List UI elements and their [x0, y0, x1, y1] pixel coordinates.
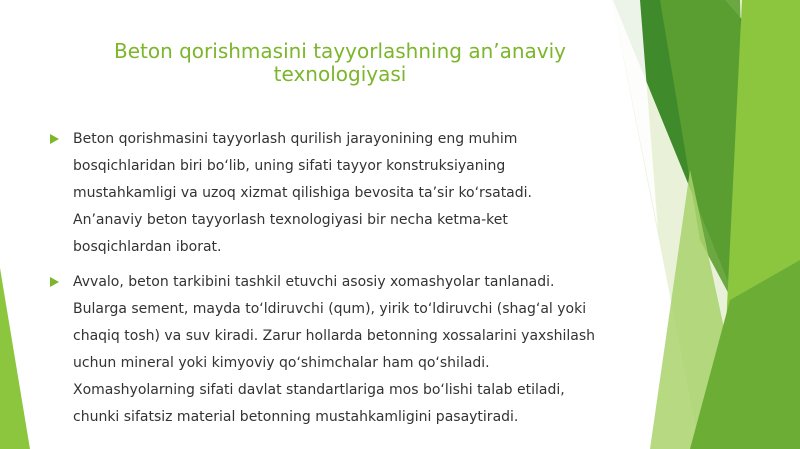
- left-edge-shape: [0, 268, 30, 449]
- title-line-2: texnologiyasi: [273, 62, 407, 86]
- list-item: [50, 126, 595, 261]
- bullet-list: [50, 126, 595, 439]
- list-item: [50, 269, 595, 431]
- triangle-bullet-icon: [50, 134, 59, 144]
- slide-title: [40, 40, 640, 86]
- triangle-bullet-icon: [50, 277, 59, 287]
- bullet-text: Avvalo, beton tarkibini tashkil etuvchi asosiy xomashyolar tanlanadi. Bularga sement, mayda to‘ldiruvchi (qum), yirik to‘ldiruvchi (shag‘al yoki chaqiq tosh) va suv kiradi. Zarur hollarda betonning xossalarini yaxshilash uchun mineral yoki kimyoviy qo‘shimchalar ham qo‘shiladi. Xomashyolarning sifati davlat standartlariga mos bo‘lishi talab etiladi, chunki sifatsiz material betonning mustahkamligini pasaytiradi.: [73, 274, 596, 425]
- bullet-text: Beton qorishmasini tayyorlash qurilish jarayonining eng muhim bosqichlaridan biri bo‘lib, uning sifati tayyor konstruksiyaning mustahkamligi va uzoq xizmat qilishiga bevosita ta’sir ko‘rsatadi. An’anaviy beton tayyorlash texnologiyasi bir necha ketma-ket bosqichlardan iborat.: [73, 131, 532, 255]
- title-line-1: Beton qorishmasini tayyorlashning an’anaviy: [113, 39, 567, 63]
